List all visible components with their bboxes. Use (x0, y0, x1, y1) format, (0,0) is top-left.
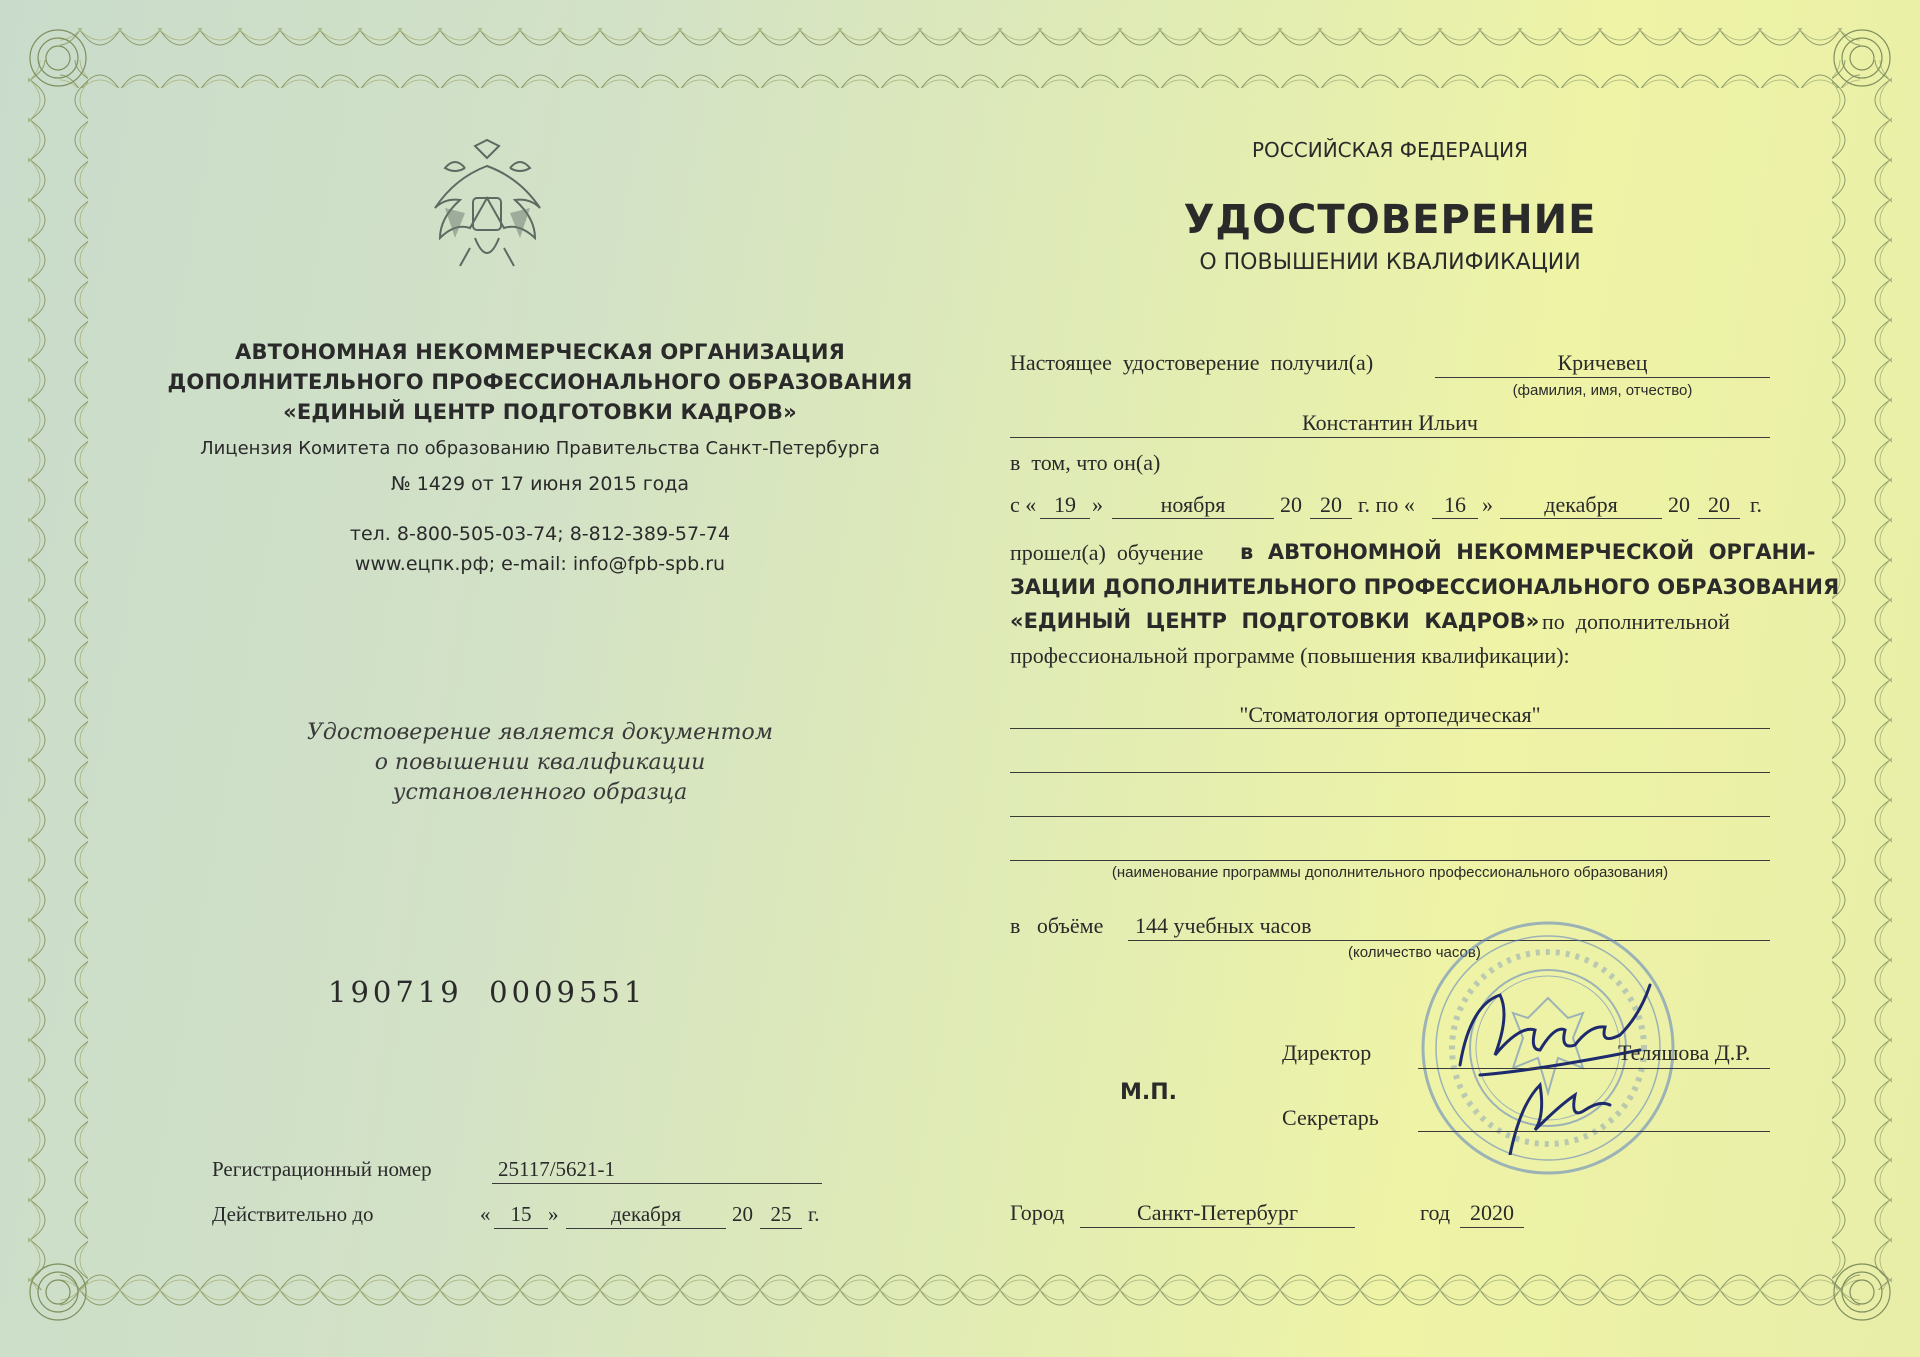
underline (1010, 860, 1770, 861)
fio-caption: (фамилия, имя, отчество) (1512, 382, 1693, 399)
studied-org: ЗАЦИИ ДОПОЛНИТЕЛЬНОГО ПРОФЕССИОНАЛЬНОГО ОБРАЗОВАНИЯ (1010, 575, 1840, 599)
registration-number: 25117/5621-1 (498, 1157, 616, 1181)
registration-label: Регистрационный номер (212, 1157, 432, 1181)
program-caption: (наименование программы дополнительного профессионального образования) (1111, 864, 1669, 881)
underline (1112, 518, 1274, 519)
program-name: "Стоматология ортопедическая" (1239, 702, 1541, 727)
note-line: установленного образца (392, 780, 688, 805)
valid-month: декабря (610, 1202, 682, 1226)
studied-tail: по дополнительной (1542, 609, 1730, 634)
volume-label: в объёме (1010, 913, 1104, 938)
quote-open: « (480, 1202, 491, 1226)
first-middle-name: Константин Ильич (1302, 410, 1478, 435)
license-number: № 1429 от 17 июня 2015 года (390, 473, 690, 495)
from-month: ноября (1160, 492, 1226, 517)
seal-place-mark: М.П. (1120, 1080, 1178, 1105)
director-label: Директор (1282, 1040, 1372, 1065)
from-day: 19 (1054, 492, 1076, 517)
studied-org: «ЕДИНЫЙ ЦЕНТР ПОДГОТОВКИ КАДРОВ» (1010, 609, 1540, 633)
underline (1010, 772, 1770, 773)
quote-close: » (1482, 492, 1493, 517)
note-line: о повышении квалификации (374, 750, 706, 775)
quote-close: » (1092, 492, 1103, 517)
org-line: ДОПОЛНИТЕЛЬНОГО ПРОФЕССИОНАЛЬНОГО ОБРАЗОВАНИЯ (167, 370, 913, 394)
underline (492, 1183, 822, 1184)
note-line: Удостоверение является документом (306, 720, 773, 745)
received-label: Настоящее удостоверение получил(а) (1010, 350, 1374, 375)
to-month: декабря (1544, 492, 1618, 517)
to-year: 20 (1708, 492, 1730, 517)
from-label: с « (1010, 492, 1037, 517)
underline (1080, 1227, 1355, 1228)
serial-number: 190719 0009551 (328, 975, 647, 1009)
to-label: г. по « (1358, 492, 1415, 517)
year-abbrev: г. (1750, 492, 1763, 517)
volume-value: 144 учебных часов (1135, 913, 1312, 938)
country-name: РОССИЙСКАЯ ФЕДЕРАЦИЯ (1252, 138, 1528, 162)
underline (1698, 518, 1740, 519)
to-century: 20 (1668, 492, 1690, 517)
from-century: 20 (1280, 492, 1302, 517)
underline (1010, 437, 1770, 438)
in-that-label: в том, что он(а) (1010, 450, 1161, 475)
year-abbrev: г. (808, 1202, 820, 1226)
quote-close: » (548, 1202, 559, 1226)
volume-caption: (количество часов) (1348, 944, 1481, 961)
underline (1432, 518, 1478, 519)
surname: Кричевец (1557, 350, 1648, 375)
license-line: Лицензия Комитета по образованию Правительства Санкт-Петербурга (200, 438, 880, 459)
coat-of-arms-emblem (415, 138, 560, 278)
to-day: 16 (1444, 492, 1466, 517)
underline (760, 1228, 802, 1229)
underline (1435, 377, 1770, 378)
underline (1460, 1227, 1524, 1228)
underline (1310, 518, 1352, 519)
valid-century: 20 (732, 1202, 753, 1226)
organization-name (120, 337, 960, 427)
studied-org: в АВТОНОМНОЙ НЕКОММЕРЧЕСКОЙ ОРГАНИ- (1240, 540, 1816, 564)
underline (1418, 1068, 1770, 1069)
program-type: профессиональной программе (повышения квалификации): (1010, 643, 1570, 668)
city-label: Город (1010, 1200, 1065, 1225)
underline (1500, 518, 1662, 519)
studied-prefix: прошел(а) обучение (1010, 540, 1204, 565)
document-subtitle: О ПОВЫШЕНИИ КВАЛИФИКАЦИИ (1199, 250, 1581, 275)
underline (1040, 518, 1090, 519)
year-value: 2020 (1470, 1200, 1514, 1225)
city-value: Санкт-Петербург (1137, 1200, 1298, 1225)
underline (566, 1228, 726, 1229)
document-title: УДОСТОВЕРЕНИЕ (1183, 197, 1597, 243)
underline (494, 1228, 548, 1229)
valid-day: 15 (510, 1202, 532, 1226)
org-line: АВТОНОМНАЯ НЕКОММЕРЧЕСКАЯ ОРГАНИЗАЦИЯ (235, 340, 845, 364)
website-email: www.ецпк.рф; e-mail: info@fpb-spb.ru (354, 553, 726, 575)
from-year: 20 (1320, 492, 1342, 517)
director-name: Теляшова Д.Р. (1618, 1040, 1751, 1065)
secretary-label: Секретарь (1282, 1105, 1379, 1130)
underline (1418, 1131, 1770, 1132)
underline (1010, 816, 1770, 817)
valid-until-label: Действительно до (212, 1202, 374, 1226)
year-label: год (1420, 1200, 1451, 1225)
underline (1010, 728, 1770, 729)
phone-numbers: тел. 8-800-505-03-74; 8-812-389-57-74 (349, 523, 731, 545)
document-note (120, 718, 960, 808)
valid-year: 25 (770, 1202, 792, 1226)
org-line: «ЕДИНЫЙ ЦЕНТР ПОДГОТОВКИ КАДРОВ» (283, 400, 797, 424)
